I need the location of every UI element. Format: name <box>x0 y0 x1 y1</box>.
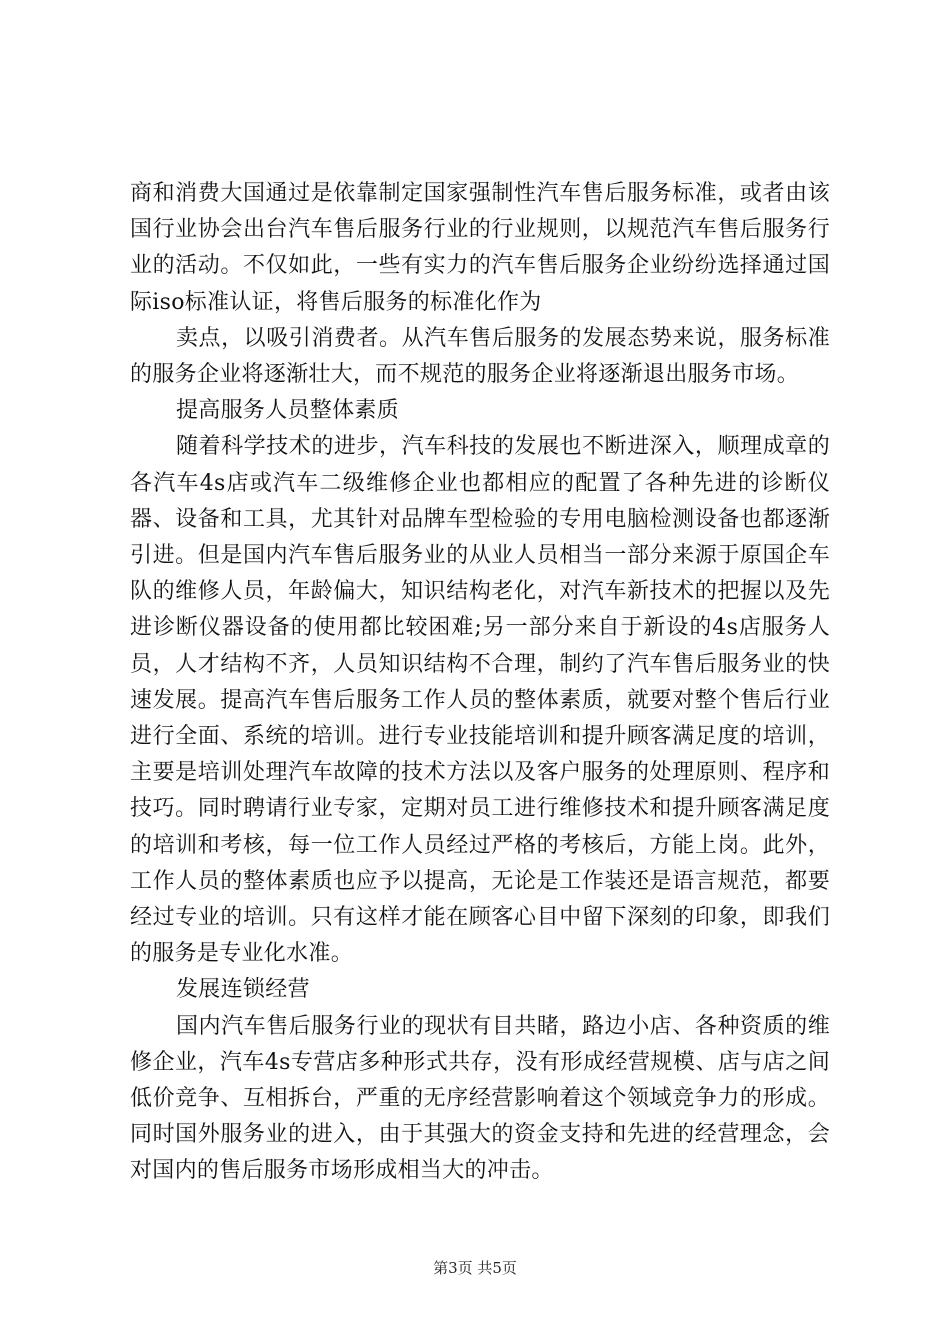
section-heading-chain-operation: 发展连锁经营 <box>176 977 310 1003</box>
paragraph-standards: 商和消费大国通过是依靠制定国家强制性汽车售后服务标准，或者由该国行业协会出台汽车售后服务行业的行业规则，以规范汽车售后服务行业的活动。不仅如此，一些有实力的汽车售后服务企业纷纷选择通过国际iso标准认证，将售后服务的标准化作为 <box>130 181 830 315</box>
section-heading-staff-quality: 提高服务人员整体素质 <box>176 398 400 424</box>
paragraph-chain-operation: 国内汽车售后服务行业的现状有目共睹，路边小店、各种资质的维修企业，汽车4s专营店多种形式共存，没有形成经营规模、店与店之间低价竞争、互相拆台，严重的无序经营影响着这个领域竞争力的形成。同时国外服务业的进入，由于其强大的资金支持和先进的经营理念，会对国内的售后服务市场形成相当大的冲击。 <box>130 1013 830 1184</box>
document-body <box>130 176 830 1190</box>
page-number-footer: 第3页 共5页 <box>433 1259 517 1277</box>
paragraph-staff-quality: 随着科学技术的进步，汽车科技的发展也不断进深入，顺理成章的各汽车4s店或汽车二级维修企业也都相应的配置了各种先进的诊断仪器、设备和工具，尤其针对品牌车型检验的专用电脑检测设备也都逐渐引进。但是国内汽车售后服务业的从业人员相当一部分来源于原国企车队的维修人员，年龄偏大，知识结构老化，对汽车新技术的把握以及先进诊断仪器设备的使用都比较困难;另一部分来自于新设的4s店服务人员，人才结构不齐，人员知识结构不合理，制约了汽车售后服务业的快速发展。提高汽车售后服务工作人员的整体素质，就要对整个售后行业进行全面、系统的培训。进行专业技能培训和提升顾客满足度的培训，主要是培训处理汽车故障的技术方法以及客户服务的处理原则、程序和技巧。同时聘请行业专家，定期对员工进行维修技术和提升顾客满足度的培训和考核，每一位工作人员经过严格的考核后，方能上岗。此外，工作人员的整体素质也应予以提高，无论是工作装还是语言规范，都要经过专业的培训。只有这样才能在顾客心目中留下深刻的印象，即我们的服务是专业化水准。 <box>130 434 830 967</box>
paragraph-selling-point: 卖点，以吸引消费者。从汽车售后服务的发展态势来说，服务标准的服务企业将逐渐壮大，而不规范的服务企业将逐渐退出服务市场。 <box>130 325 830 388</box>
